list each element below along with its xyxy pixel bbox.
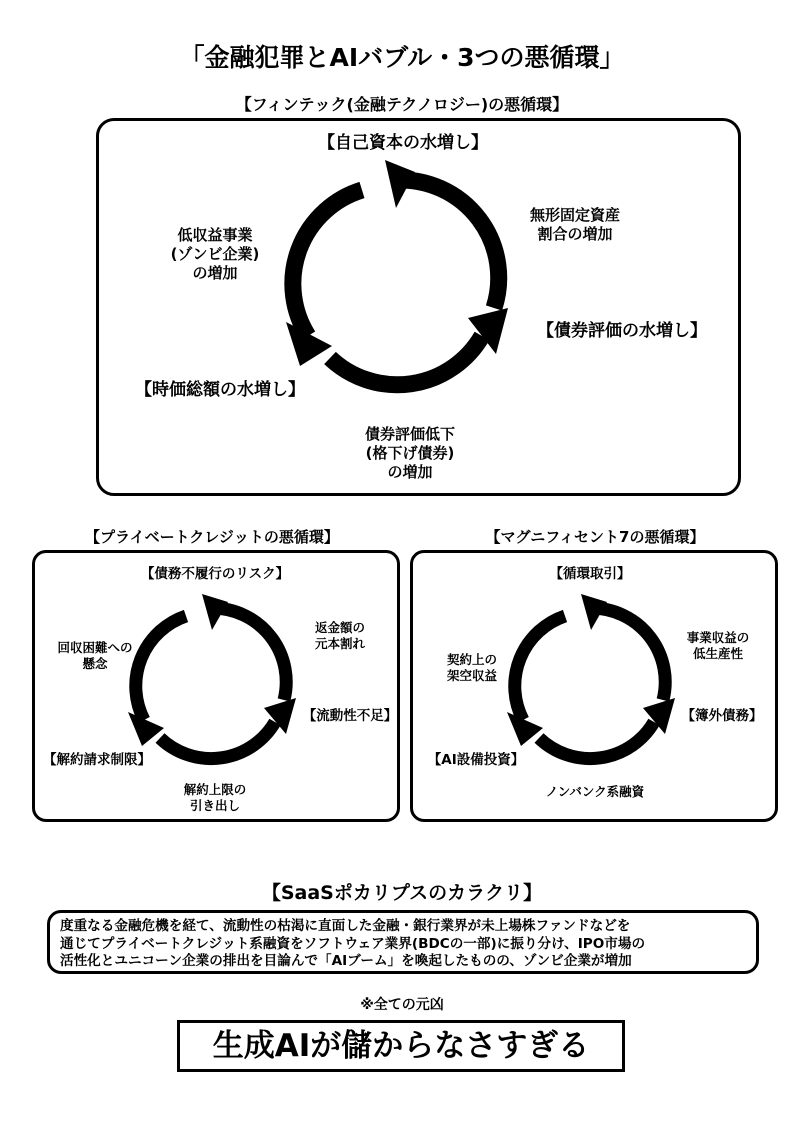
private-credit-heading: 【プライベートクレジットの悪循環】 [85, 528, 339, 546]
private-credit-right-label: 【流動性不足】 [302, 708, 398, 724]
saas-description [47, 910, 759, 974]
magnificent-right-mid-label: 事業収益の 低生産性 [686, 630, 750, 661]
private-credit-left-mid-label: 回収困難への 懸念 [57, 640, 133, 671]
magnificent-left-label: 【AI設備投資】 [427, 752, 525, 768]
private-credit-bottom-label: 解約上限の 引き出し [183, 782, 247, 813]
magnificent-left-mid-label: 契約上の 架空収益 [446, 652, 497, 683]
saas-line-2: 通じてプライベートクレジット系融資をソフトウェア業界(BDCの一部)に振り分け、IPO市場の [60, 935, 646, 952]
conclusion-box: 生成AIが儲からなさすぎる [177, 1020, 625, 1072]
private-credit-right-mid-label: 返金額の 元本割れ [314, 620, 365, 651]
saas-line-3: 活性化とユニコーン企業の排出を目論んで「AIブーム」を喚起したものの、ゾンビ企業が増加 [60, 953, 632, 970]
page-title: 「金融犯罪とAIバブル・3つの悪循環」 [179, 43, 625, 72]
fintech-top-label: 【自己資本の水増し】 [318, 133, 488, 153]
fintech-left-label: 【時価総額の水増し】 [135, 380, 305, 400]
magnificent-heading: 【マグニフィセント7の悪循環】 [485, 528, 705, 546]
root-cause-note: ※全ての元凶 [360, 997, 444, 1013]
saas-line-1: 度重なる金融危機を経て、流動性の枯渇に直面した金融・銀行業界が未上場株ファンドなどを [60, 918, 631, 934]
magnificent-right-label: 【簿外債務】 [681, 708, 763, 724]
magnificent-bottom-label: ノンバンク系融資 [545, 784, 645, 799]
magnificent-top-label: 【循環取引】 [549, 566, 631, 582]
fintech-right-mid-label: 無形固定資産 割合の増加 [529, 206, 620, 243]
fintech-heading: 【フィンテック(金融テクノロジー)の悪循環】 [235, 95, 569, 114]
fintech-left-mid-label: 低収益事業 (ゾンビ企業) の増加 [170, 226, 260, 282]
private-credit-top-label: 【債務不履行のリスク】 [140, 566, 290, 582]
private-credit-left-label: 【解約請求制限】 [43, 752, 151, 768]
saas-heading: 【SaaSポカリプスのカラクリ】 [261, 882, 543, 904]
fintech-bottom-label: 債券評価低下 (格下げ債券) の増加 [364, 425, 455, 481]
fintech-right-label: 【債券評価の水増し】 [537, 321, 707, 341]
fintech-cycle-arrows [270, 158, 530, 408]
